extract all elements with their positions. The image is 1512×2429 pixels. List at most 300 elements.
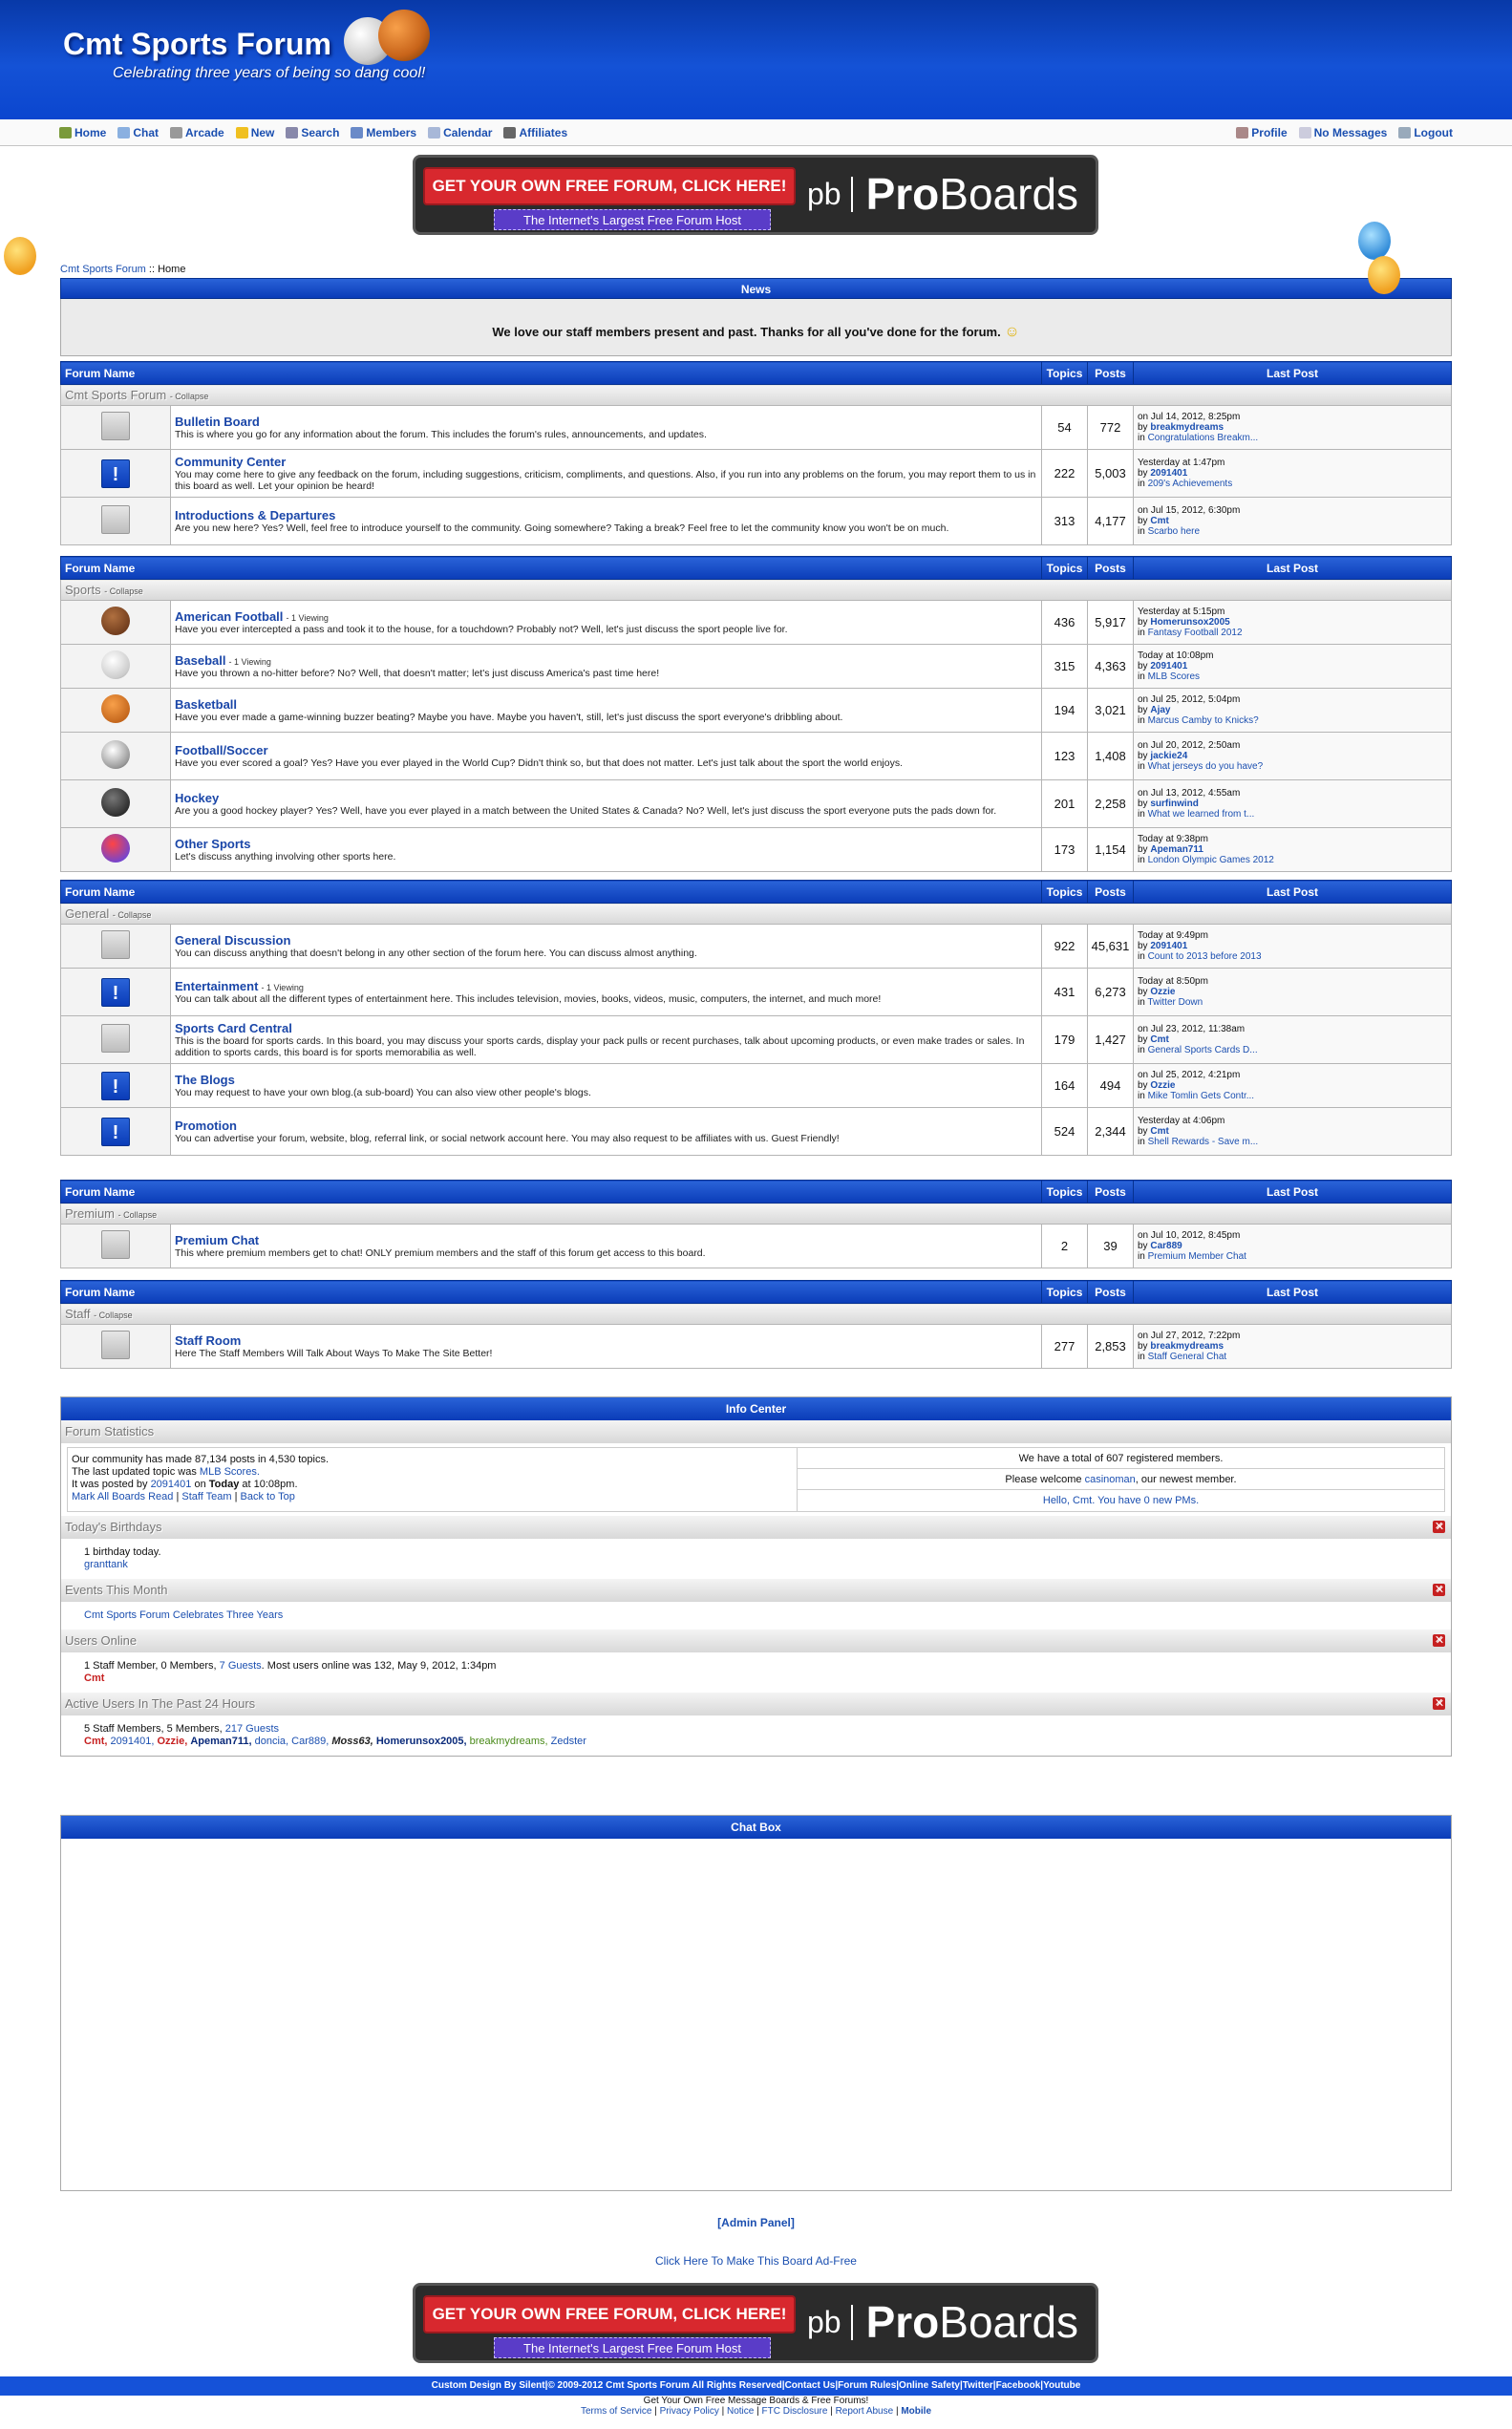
last-post-topic[interactable]: Marcus Camby to Knicks? bbox=[1147, 715, 1259, 726]
mark-all-read-link[interactable]: Mark All Boards Read bbox=[72, 1491, 174, 1502]
top-navbar bbox=[0, 119, 1512, 146]
envelope-icon bbox=[1299, 127, 1311, 138]
site-header bbox=[0, 0, 1512, 119]
active-user-link[interactable]: Car889, bbox=[291, 1736, 330, 1747]
nav-arcade[interactable]: Arcade bbox=[170, 126, 224, 139]
board-info bbox=[171, 925, 1042, 969]
last-post-user[interactable]: Ozzie bbox=[1150, 987, 1176, 997]
board-icon-cell bbox=[61, 1016, 171, 1064]
board-name-link[interactable]: Premium Chat bbox=[175, 1233, 260, 1247]
board-name-link[interactable]: American Football bbox=[175, 609, 284, 624]
alert-board-icon: ! bbox=[101, 1072, 130, 1100]
active-user-link[interactable]: Moss63, bbox=[331, 1736, 373, 1747]
board-topics: 164 bbox=[1042, 1064, 1088, 1108]
other-icon bbox=[101, 834, 130, 863]
board-icon bbox=[101, 930, 130, 959]
chat-box[interactable] bbox=[60, 1815, 1452, 2191]
proboards-icon: pb bbox=[807, 177, 853, 212]
board-posts: 45,631 bbox=[1088, 925, 1134, 969]
board-posts: 4,177 bbox=[1088, 498, 1134, 545]
profile-icon bbox=[1236, 127, 1248, 138]
last-post-topic[interactable]: Fantasy Football 2012 bbox=[1147, 628, 1243, 638]
board-name-link[interactable]: Sports Card Central bbox=[175, 1021, 292, 1035]
board-row bbox=[61, 1225, 1452, 1268]
last-post-topic[interactable]: Scarbo here bbox=[1147, 526, 1201, 537]
last-post-user[interactable]: Ajay bbox=[1150, 705, 1171, 715]
birthdays-header: Today's Birthdays ✕ bbox=[61, 1516, 1451, 1539]
board-topics: 222 bbox=[1042, 450, 1088, 498]
category-name[interactable]: Staff bbox=[65, 1307, 91, 1321]
last-post-topic[interactable]: MLB Scores bbox=[1147, 671, 1201, 682]
chat-icon bbox=[117, 127, 130, 138]
board-icon-cell bbox=[61, 601, 171, 645]
board-description: This where premium members get to chat! ONLY premium members and the staff of this forum get access to this board. bbox=[175, 1247, 706, 1259]
footer-terms-link[interactable]: Terms of Service bbox=[580, 2406, 652, 2417]
col-last-post: Last Post bbox=[1134, 1281, 1452, 1304]
collapse-link[interactable]: - Collapse bbox=[169, 392, 209, 401]
col-last-post: Last Post bbox=[1134, 557, 1452, 580]
category-name[interactable]: Cmt Sports Forum bbox=[65, 388, 167, 402]
breadcrumb-root[interactable]: Cmt Sports Forum bbox=[60, 264, 146, 275]
board-last-post: on Jul 25, 2012, 4:21pm by Ozzie in Mike Tomlin Gets Contr... bbox=[1134, 1064, 1452, 1108]
birthdays-body: 1 birthday today. granttank bbox=[61, 1539, 1451, 1579]
active-guests-link[interactable]: 217 Guests bbox=[224, 1723, 280, 1735]
board-viewing: - 1 Viewing bbox=[286, 613, 329, 623]
footer-report-link[interactable]: Report Abuse bbox=[835, 2406, 894, 2417]
info-center-title: Info Center bbox=[61, 1397, 1451, 1420]
last-post-topic[interactable]: Shell Rewards - Save m... bbox=[1147, 1137, 1259, 1147]
board-last-post: on Jul 27, 2012, 7:22pm by breakmydreams in Staff General Chat bbox=[1134, 1325, 1452, 1369]
board-name-link[interactable]: The Blogs bbox=[175, 1073, 235, 1087]
baseball-icon bbox=[101, 650, 130, 679]
board-topics: 436 bbox=[1042, 601, 1088, 645]
board-topics: 315 bbox=[1042, 645, 1088, 689]
back-to-top-link[interactable]: Back to Top bbox=[240, 1491, 295, 1502]
active-user-link[interactable]: Ozzie, bbox=[157, 1736, 188, 1747]
active-user-link[interactable]: breakmydreams, bbox=[469, 1736, 548, 1747]
collapse-link[interactable]: - Collapse bbox=[94, 1310, 133, 1320]
last-post-topic[interactable]: What we learned from t... bbox=[1147, 809, 1255, 820]
footer-notice-link[interactable]: Notice bbox=[727, 2406, 755, 2417]
board-icon-cell bbox=[61, 1108, 171, 1156]
proboards-banner-bottom[interactable] bbox=[413, 2283, 1098, 2363]
board-last-post: Today at 9:49pm by 2091401 in Count to 2013 before 2013 bbox=[1134, 925, 1452, 969]
board-icon-cell bbox=[61, 969, 171, 1016]
banner-subtitle: The Internet's Largest Free Forum Host bbox=[494, 2337, 771, 2358]
members-total: We have a total of 607 registered members. bbox=[798, 1448, 1444, 1469]
search-icon bbox=[286, 127, 298, 138]
last-post-date: on Jul 20, 2012, 2:50am bbox=[1138, 740, 1241, 751]
board-row bbox=[61, 733, 1452, 780]
board-posts: 1,408 bbox=[1088, 733, 1134, 780]
board-info bbox=[171, 1064, 1042, 1108]
active-user-link[interactable]: Homerunsox2005, bbox=[375, 1736, 467, 1747]
last-post-date: on Jul 14, 2012, 8:25pm bbox=[1138, 412, 1241, 422]
category-header[interactable] bbox=[61, 1204, 1452, 1225]
online-guests-link[interactable]: 7 Guests bbox=[219, 1660, 262, 1672]
board-row bbox=[61, 925, 1452, 969]
soccer-icon bbox=[101, 740, 130, 769]
banner-subtitle: The Internet's Largest Free Forum Host bbox=[494, 209, 771, 230]
nav-messages[interactable]: No Messages bbox=[1299, 126, 1388, 139]
board-last-post: on Jul 13, 2012, 4:55am by surfinwind in What we learned from t... bbox=[1134, 780, 1452, 828]
board-icon-cell bbox=[61, 828, 171, 872]
board-row bbox=[61, 498, 1452, 545]
last-topic-link[interactable]: MLB Scores. bbox=[199, 1466, 260, 1478]
board-icon-cell bbox=[61, 780, 171, 828]
last-post-user[interactable]: breakmydreams bbox=[1150, 422, 1225, 433]
members-icon bbox=[351, 127, 363, 138]
board-name-link[interactable]: General Discussion bbox=[175, 933, 291, 948]
board-topics: 2 bbox=[1042, 1225, 1088, 1268]
last-post-topic[interactable]: General Sports Cards D... bbox=[1147, 1045, 1258, 1055]
nav-members[interactable]: Members bbox=[351, 126, 416, 139]
active-users-header: Active Users In The Past 24 Hours ✕ bbox=[61, 1693, 1451, 1715]
last-post-topic[interactable]: London Olympic Games 2012 bbox=[1147, 855, 1274, 865]
column-header-row bbox=[61, 881, 1452, 904]
category-name[interactable]: Premium bbox=[65, 1206, 116, 1221]
close-icon[interactable]: ✕ bbox=[1434, 1634, 1444, 1646]
nav-logout[interactable]: Logout bbox=[1398, 126, 1453, 139]
board-info bbox=[171, 1225, 1042, 1268]
footer-bar[interactable]: Custom Design By Silent|© 2009-2012 Cmt Sports Forum All Rights Reserved|Contact Us|Forum Rules|Online Safety|Twitter|Facebook|Youtube bbox=[0, 2376, 1512, 2396]
col-forum-name: Forum Name bbox=[61, 1181, 1042, 1204]
last-post-date: Today at 9:49pm bbox=[1138, 930, 1208, 941]
proboards-icon: pb bbox=[807, 2305, 853, 2340]
board-description: Have you ever made a game-winning buzzer beating? Maybe you have. Maybe you haven't, still, let's just discuss the sport everyone's dribbling about. bbox=[175, 712, 843, 723]
board-name-link[interactable]: Promotion bbox=[175, 1119, 237, 1133]
collapse-link[interactable]: - Collapse bbox=[117, 1210, 158, 1220]
breadcrumb-current: Home bbox=[158, 264, 186, 275]
board-name-link[interactable]: Introductions & Departures bbox=[175, 508, 336, 522]
newest-member-link[interactable]: casinoman bbox=[1084, 1474, 1136, 1485]
board-name-link[interactable]: Staff Room bbox=[175, 1333, 242, 1348]
home-icon bbox=[59, 127, 72, 138]
col-last-post: Last Post bbox=[1134, 362, 1452, 385]
board-last-post: Yesterday at 1:47pm by 2091401 in 209's Achievements bbox=[1134, 450, 1452, 498]
active-users-list bbox=[84, 1736, 1428, 1748]
banner-cta[interactable]: GET YOUR OWN FREE FORUM, CLICK HERE! bbox=[423, 2295, 796, 2333]
last-post-user[interactable]: Cmt bbox=[1150, 1034, 1169, 1045]
stats-left: Our community has made 87,134 posts in 4,530 topics. The last updated topic was MLB Scores. It was posted by 2091401 on Today at 10:08pm. Mark All Boards Read | Staff Team | Back to Top bbox=[67, 1447, 798, 1512]
last-post-user[interactable]: Homerunsox2005 bbox=[1150, 617, 1230, 628]
forum-logo-title[interactable]: Cmt Sports Forum bbox=[63, 27, 331, 61]
board-posts: 5,003 bbox=[1088, 450, 1134, 498]
category-table bbox=[60, 556, 1452, 872]
board-last-post: Yesterday at 5:15pm by Homerunsox2005 in Fantasy Football 2012 bbox=[1134, 601, 1452, 645]
star-icon bbox=[236, 127, 248, 138]
board-last-post: on Jul 15, 2012, 6:30pm by Cmt in Scarbo here bbox=[1134, 498, 1452, 545]
category-name[interactable]: Sports bbox=[65, 583, 101, 597]
nav-chat[interactable]: Chat bbox=[117, 126, 159, 139]
nav-calendar[interactable]: Calendar bbox=[428, 126, 492, 139]
balloon-icon bbox=[1368, 256, 1400, 294]
proboards-banner-top[interactable] bbox=[413, 155, 1098, 235]
newest-member: Please welcome casinoman, our newest member. bbox=[798, 1469, 1444, 1490]
last-post-topic[interactable]: Twitter Down bbox=[1147, 997, 1203, 1008]
last-post-date: Yesterday at 1:47pm bbox=[1138, 458, 1225, 468]
board-info bbox=[171, 689, 1042, 733]
board-info bbox=[171, 1108, 1042, 1156]
category-name[interactable]: General bbox=[65, 906, 110, 921]
category-header[interactable] bbox=[61, 1304, 1452, 1325]
column-header-row bbox=[61, 362, 1452, 385]
last-post-date: on Jul 27, 2012, 7:22pm bbox=[1138, 1331, 1241, 1341]
board-row bbox=[61, 1064, 1452, 1108]
last-post-user[interactable]: Cmt bbox=[1150, 516, 1169, 526]
nav-search[interactable]: Search bbox=[286, 126, 339, 139]
balloon-icon bbox=[1358, 222, 1391, 260]
board-name-link[interactable]: Basketball bbox=[175, 697, 238, 712]
last-post-date: on Jul 25, 2012, 5:04pm bbox=[1138, 694, 1241, 705]
col-posts: Posts bbox=[1088, 1281, 1134, 1304]
col-topics: Topics bbox=[1042, 1181, 1088, 1204]
logout-icon bbox=[1398, 127, 1411, 138]
board-posts: 1,154 bbox=[1088, 828, 1134, 872]
banner-cta[interactable]: GET YOUR OWN FREE FORUM, CLICK HERE! bbox=[423, 167, 796, 205]
board-icon-cell bbox=[61, 498, 171, 545]
chat-box-title: Chat Box bbox=[61, 1816, 1451, 1839]
alert-board-icon: ! bbox=[101, 1118, 130, 1146]
active-user-link[interactable]: doncia, bbox=[254, 1736, 289, 1747]
board-icon-cell bbox=[61, 1325, 171, 1369]
board-icon bbox=[101, 505, 130, 534]
nav-left bbox=[59, 126, 567, 139]
board-name-link[interactable]: Hockey bbox=[175, 791, 220, 805]
col-forum-name: Forum Name bbox=[61, 362, 1042, 385]
last-post-date: Today at 9:38pm bbox=[1138, 834, 1208, 844]
board-last-post: Today at 8:50pm by Ozzie in Twitter Down bbox=[1134, 969, 1452, 1016]
nav-affiliates[interactable]: Affiliates bbox=[503, 126, 567, 139]
board-last-post: on Jul 14, 2012, 8:25pm by breakmydreams in Congratulations Breakm... bbox=[1134, 406, 1452, 450]
board-last-post: Today at 10:08pm by 2091401 in MLB Scores bbox=[1134, 645, 1452, 689]
board-icon-cell bbox=[61, 1225, 171, 1268]
arcade-icon bbox=[170, 127, 182, 138]
footer-privacy-link[interactable]: Privacy Policy bbox=[659, 2406, 719, 2417]
board-description: You can discuss anything that doesn't belong in any other section of the forum here. You can discuss almost anything. bbox=[175, 948, 697, 959]
board-topics: 194 bbox=[1042, 689, 1088, 733]
board-description: Have you ever scored a goal? Yes? Have you ever played in the World Cup? Didn't think so, but that does not matter. Let's just talk about the sport the world enjoys. bbox=[175, 757, 904, 769]
nav-profile[interactable]: Profile bbox=[1236, 126, 1287, 139]
events-header: Events This Month ✕ bbox=[61, 1579, 1451, 1602]
board-icon-cell bbox=[61, 1064, 171, 1108]
last-post-topic[interactable]: Staff General Chat bbox=[1147, 1352, 1227, 1362]
board-row bbox=[61, 969, 1452, 1016]
category-header[interactable] bbox=[61, 904, 1452, 925]
last-post-date: on Jul 13, 2012, 4:55am bbox=[1138, 788, 1241, 799]
board-row bbox=[61, 780, 1452, 828]
col-posts: Posts bbox=[1088, 557, 1134, 580]
board-info bbox=[171, 828, 1042, 872]
board-info bbox=[171, 1016, 1042, 1064]
board-name-link[interactable]: Entertainment bbox=[175, 979, 259, 993]
smiley-icon: ☺ bbox=[1004, 324, 1020, 340]
last-post-user[interactable]: 2091401 bbox=[1150, 661, 1188, 671]
last-post-date: on Jul 15, 2012, 6:30pm bbox=[1138, 505, 1241, 516]
board-row bbox=[61, 689, 1452, 733]
collapse-link[interactable]: - Collapse bbox=[104, 586, 143, 596]
nav-right bbox=[1236, 126, 1453, 139]
board-row bbox=[61, 1325, 1452, 1369]
board-topics: 524 bbox=[1042, 1108, 1088, 1156]
ad-free-link[interactable]: Click Here To Make This Board Ad-Free bbox=[655, 2254, 857, 2268]
footer-ftc-link[interactable]: FTC Disclosure bbox=[761, 2406, 828, 2417]
board-posts: 1,427 bbox=[1088, 1016, 1134, 1064]
last-post-user[interactable]: 2091401 bbox=[1150, 941, 1188, 951]
last-post-user[interactable]: Apeman711 bbox=[1150, 844, 1203, 855]
alert-board-icon: ! bbox=[101, 978, 130, 1007]
board-icon bbox=[101, 1024, 130, 1053]
col-topics: Topics bbox=[1042, 557, 1088, 580]
last-post-topic[interactable]: Premium Member Chat bbox=[1147, 1251, 1246, 1262]
last-post-topic[interactable]: Count to 2013 before 2013 bbox=[1147, 951, 1262, 962]
news-box bbox=[60, 278, 1452, 356]
col-forum-name: Forum Name bbox=[61, 881, 1042, 904]
board-icon bbox=[101, 412, 130, 440]
board-icon-cell bbox=[61, 925, 171, 969]
online-user-link[interactable]: Cmt bbox=[84, 1673, 105, 1684]
category-table bbox=[60, 361, 1452, 545]
last-post-date: on Jul 23, 2012, 11:38am bbox=[1138, 1024, 1246, 1034]
category-table bbox=[60, 1280, 1452, 1369]
board-description: Are you new here? Yes? Well, feel free to introduce yourself to the community. Going somewhere? Taking a break? Feel free to let the community know you won't be on much. bbox=[175, 522, 949, 534]
birthday-user-link[interactable]: granttank bbox=[84, 1559, 128, 1570]
board-info bbox=[171, 733, 1042, 780]
board-info bbox=[171, 498, 1042, 545]
board-description: You may come here to give any feedback on the forum, including suggestions, criticism, compliments, and questions. Also, if you run into any problems on the forum, you may report them to us in this board as well. Let your opinion be heard! bbox=[175, 469, 1036, 492]
users-online-header: Users Online ✕ bbox=[61, 1630, 1451, 1652]
board-name-link[interactable]: Other Sports bbox=[175, 837, 251, 851]
board-last-post: Yesterday at 4:06pm by Cmt in Shell Rewards - Save m... bbox=[1134, 1108, 1452, 1156]
free-forums-link[interactable]: Get Your Own Free Message Boards & Free Forums! bbox=[643, 2396, 869, 2406]
board-posts: 5,917 bbox=[1088, 601, 1134, 645]
board-info bbox=[171, 406, 1042, 450]
board-name-link[interactable]: Football/Soccer bbox=[175, 743, 268, 757]
active-user-link[interactable]: Apeman711, bbox=[190, 1736, 252, 1747]
collapse-link[interactable]: - Collapse bbox=[112, 910, 152, 920]
board-row bbox=[61, 450, 1452, 498]
news-body: We love our staff members present and past. Thanks for all you've done for the forum. ☺ bbox=[60, 299, 1452, 356]
board-description: This is the board for sports cards. In this board, you may discuss your sports cards, display your pack pulls or recent purchases, talk about upcoming products, or even make trades or sales. In addition to sports cards, this board is for sports memorabilia as well. bbox=[175, 1035, 1025, 1058]
stats-right bbox=[798, 1447, 1445, 1512]
last-post-date: Today at 10:08pm bbox=[1138, 650, 1214, 661]
footer-mobile-link[interactable]: Mobile bbox=[901, 2406, 932, 2417]
board-description: Let's discuss anything involving other sports here. bbox=[175, 851, 396, 863]
last-post-topic[interactable]: Congratulations Breakm... bbox=[1147, 433, 1259, 443]
admin-panel-link[interactable]: [Admin Panel] bbox=[717, 2216, 795, 2229]
last-post-topic[interactable]: Mike Tomlin Gets Contr... bbox=[1147, 1091, 1255, 1101]
board-description: You can advertise your forum, website, blog, referral link, or social network account here. You may also request to be affiliates with us. Guest Friendly! bbox=[175, 1133, 840, 1144]
board-description: Have you ever intercepted a pass and took it to the house, for a touchdown? Probably not? Well, let's just discuss the sport people live for. bbox=[175, 624, 788, 635]
close-icon[interactable]: ✕ bbox=[1434, 1697, 1444, 1709]
board-posts: 2,344 bbox=[1088, 1108, 1134, 1156]
board-last-post: on Jul 10, 2012, 8:45pm by Car889 in Premium Member Chat bbox=[1134, 1225, 1452, 1268]
staff-team-link[interactable]: Staff Team bbox=[181, 1491, 232, 1502]
board-last-post: Today at 9:38pm by Apeman711 in London Olympic Games 2012 bbox=[1134, 828, 1452, 872]
last-post-user[interactable]: surfinwind bbox=[1150, 799, 1199, 809]
last-post-user[interactable]: jackie24 bbox=[1150, 751, 1188, 761]
category-table bbox=[60, 1180, 1452, 1268]
board-row bbox=[61, 828, 1452, 872]
col-topics: Topics bbox=[1042, 362, 1088, 385]
last-post-user[interactable]: Ozzie bbox=[1150, 1080, 1176, 1091]
footer-links: Get Your Own Free Message Boards & Free Forums! Terms of Service | Privacy Policy | Notice | FTC Disclosure | Report Abuse | Mobile bbox=[0, 2396, 1512, 2417]
board-topics: 313 bbox=[1042, 498, 1088, 545]
board-topics: 123 bbox=[1042, 733, 1088, 780]
board-description: You can talk about all the different types of entertainment here. This includes television, movies, books, videos, music, computers, the internet, and much more! bbox=[175, 993, 882, 1005]
col-last-post: Last Post bbox=[1134, 1181, 1452, 1204]
last-post-user[interactable]: Car889 bbox=[1150, 1241, 1182, 1251]
last-post-user[interactable]: breakmydreams bbox=[1150, 1341, 1225, 1352]
active-user-link[interactable]: Cmt, bbox=[84, 1736, 108, 1747]
board-topics: 922 bbox=[1042, 925, 1088, 969]
forum-statistics bbox=[61, 1443, 1451, 1516]
board-description: This is where you go for any information about the forum. This includes the forum's rules, announcements, and updates. bbox=[175, 429, 707, 440]
alert-board-icon: ! bbox=[101, 459, 130, 488]
board-row bbox=[61, 1108, 1452, 1156]
last-post-user[interactable]: 2091401 bbox=[1150, 468, 1188, 479]
board-name-link[interactable]: Baseball bbox=[175, 653, 226, 668]
col-last-post: Last Post bbox=[1134, 881, 1452, 904]
last-post-date: Yesterday at 4:06pm bbox=[1138, 1116, 1225, 1126]
nav-new[interactable]: New bbox=[236, 126, 275, 139]
events-body bbox=[61, 1602, 1451, 1630]
column-header-row bbox=[61, 1281, 1452, 1304]
active-user-link[interactable]: 2091401, bbox=[110, 1736, 155, 1747]
board-description: Here The Staff Members Will Talk About Ways To Make The Site Better! bbox=[175, 1348, 493, 1359]
board-posts: 4,363 bbox=[1088, 645, 1134, 689]
board-last-post: on Jul 25, 2012, 5:04pm by Ajay in Marcus Camby to Knicks? bbox=[1134, 689, 1452, 733]
active-user-link[interactable]: Zedster bbox=[550, 1736, 586, 1747]
category-header[interactable] bbox=[61, 385, 1452, 406]
board-name-link[interactable]: Bulletin Board bbox=[175, 415, 260, 429]
balloon-icon bbox=[4, 237, 36, 275]
last-post-date: Yesterday at 5:15pm bbox=[1138, 607, 1225, 617]
last-poster-link[interactable]: 2091401 bbox=[150, 1479, 192, 1490]
board-description: You may request to have your own blog.(a sub-board) You can also view other people's blogs. bbox=[175, 1087, 591, 1098]
board-topics: 179 bbox=[1042, 1016, 1088, 1064]
last-post-date: on Jul 10, 2012, 8:45pm bbox=[1138, 1230, 1241, 1241]
calendar-icon bbox=[428, 127, 440, 138]
sports-balls-logo bbox=[344, 10, 439, 67]
football-icon bbox=[101, 607, 130, 635]
last-post-user[interactable]: Cmt bbox=[1150, 1126, 1169, 1137]
col-forum-name: Forum Name bbox=[61, 1281, 1042, 1304]
board-name-link[interactable]: Community Center bbox=[175, 455, 287, 469]
board-topics: 54 bbox=[1042, 406, 1088, 450]
close-icon[interactable]: ✕ bbox=[1434, 1584, 1444, 1595]
board-description: Are you a good hockey player? Yes? Well, have you ever played in a match between the United States & Canada? No? Well, let's just discuss the sport everyone puts the pads down for. bbox=[175, 805, 997, 817]
affiliates-icon bbox=[503, 127, 516, 138]
last-post-date: Today at 8:50pm bbox=[1138, 976, 1208, 987]
last-post-topic[interactable]: 209's Achievements bbox=[1147, 479, 1233, 489]
board-viewing: - 1 Viewing bbox=[261, 983, 304, 992]
board-posts: 2,258 bbox=[1088, 780, 1134, 828]
hello-message[interactable]: Hello, Cmt. You have 0 new PMs. bbox=[1042, 1495, 1200, 1506]
category-header[interactable] bbox=[61, 580, 1452, 601]
board-topics: 431 bbox=[1042, 969, 1088, 1016]
event-link[interactable]: Cmt Sports Forum Celebrates Three Years bbox=[84, 1609, 284, 1621]
col-forum-name: Forum Name bbox=[61, 557, 1042, 580]
close-icon[interactable]: ✕ bbox=[1434, 1521, 1444, 1532]
board-row bbox=[61, 601, 1452, 645]
category-table bbox=[60, 880, 1452, 1156]
basketball-icon bbox=[101, 694, 130, 723]
last-post-topic[interactable]: What jerseys do you have? bbox=[1147, 761, 1264, 772]
nav-home[interactable]: Home bbox=[59, 126, 106, 139]
board-row bbox=[61, 406, 1452, 450]
board-icon-cell bbox=[61, 645, 171, 689]
